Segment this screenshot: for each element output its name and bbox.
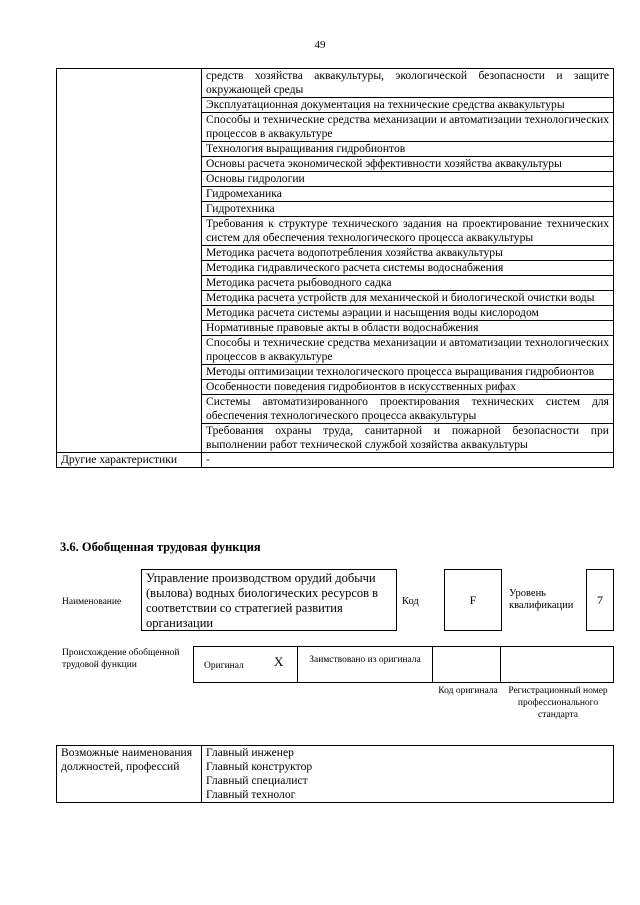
knowledge-item: Основы гидрологии — [202, 172, 614, 187]
name-label: Наименование — [62, 597, 122, 607]
knowledge-item: Методика расчета устройств для механической и биологической очистки воды — [202, 291, 614, 306]
level-box — [586, 569, 614, 631]
other-row — [57, 453, 614, 468]
knowledge-item: Гидротехника — [202, 202, 614, 217]
code-label: Код — [402, 596, 419, 607]
reg-number-cell — [500, 646, 614, 683]
function-name-value: Управление производством орудий добычи (вылова) водных биологических ресурсов в соответствии со стратегией развития организации — [146, 571, 379, 630]
jobs-titles — [202, 746, 614, 803]
original-mark: X — [274, 654, 284, 669]
section-title: 3.6. Обобщенная трудовая функция — [60, 540, 261, 554]
knowledge-row — [57, 69, 614, 98]
level-label: Уровень квалификации — [509, 588, 574, 611]
knowledge-label-cell — [57, 69, 202, 453]
function-name-box — [141, 569, 397, 631]
borrowed-label: Заимствовано из оригинала — [309, 655, 421, 665]
original-label: Оригинал — [204, 661, 244, 671]
knowledge-item: Методика расчета рыбоводного садка — [202, 276, 614, 291]
code-caption: Код оригинала — [438, 686, 498, 696]
knowledge-item: Требования охраны труда, санитарной и пожарной безопасности при выполнении работ технической службой хозяйства аквакультуры — [202, 424, 614, 453]
reg-caption: Регистрационный номер профессионального стандарта — [508, 686, 608, 720]
job-title: Главный технолог — [206, 788, 296, 801]
code-box — [444, 569, 502, 631]
knowledge-item: Системы автоматизированного проектирования технических систем для обеспечения технологического процесса аквакультуры — [202, 395, 614, 424]
original-code-cell — [432, 646, 501, 683]
other-label: Другие характеристики — [57, 453, 202, 468]
knowledge-item: Гидромеханика — [202, 187, 614, 202]
other-value: - — [202, 453, 614, 468]
knowledge-item: средств хозяйства аквакультуры, экологической безопасности и защите окружающей среды — [202, 69, 614, 98]
level-value: 7 — [597, 593, 603, 607]
knowledge-item: Способы и технические средства механизации и автоматизации технологических процессов в аквакультуре — [202, 113, 614, 142]
knowledge-item: Методика расчета системы аэрации и насыщения воды кислородом — [202, 306, 614, 321]
knowledge-item: Методика расчета водопотребления хозяйства аквакультуры — [202, 246, 614, 261]
knowledge-item: Методы оптимизации технологического процесса выращивания гидробионтов — [202, 365, 614, 380]
knowledge-item: Способы и технические средства механизации и автоматизации технологических процессов в аквакультуре — [202, 336, 614, 365]
knowledge-item: Требования к структуре технического задания на проектирование технических систем для обеспечения технологического процесса аквакультуры — [202, 217, 614, 246]
knowledge-table — [56, 68, 614, 468]
jobs-label: Возможные наименования должностей, профессий — [57, 746, 202, 803]
knowledge-item: Нормативные правовые акты в области водоснабжения — [202, 321, 614, 336]
origin-label: Происхождение обобщенной трудовой функции — [62, 648, 180, 670]
job-title: Главный конструктор — [206, 760, 313, 773]
jobs-table — [56, 745, 614, 803]
original-cell — [193, 646, 298, 683]
job-title: Главный специалист — [206, 774, 308, 787]
code-value: F — [469, 593, 477, 607]
knowledge-item: Технология выращивания гидробионтов — [202, 142, 614, 157]
knowledge-item: Основы расчета экономической эффективности хозяйства аквакультуры — [202, 157, 614, 172]
borrowed-cell — [297, 646, 433, 683]
page-number: 49 — [314, 39, 326, 51]
knowledge-item: Методика гидравлического расчета системы водоснабжения — [202, 261, 614, 276]
knowledge-item: Эксплуатационная документация на технические средства аквакультуры — [202, 98, 614, 113]
knowledge-item: Особенности поведения гидробионтов в искусственных рифах — [202, 380, 614, 395]
job-title: Главный инженер — [206, 746, 294, 759]
